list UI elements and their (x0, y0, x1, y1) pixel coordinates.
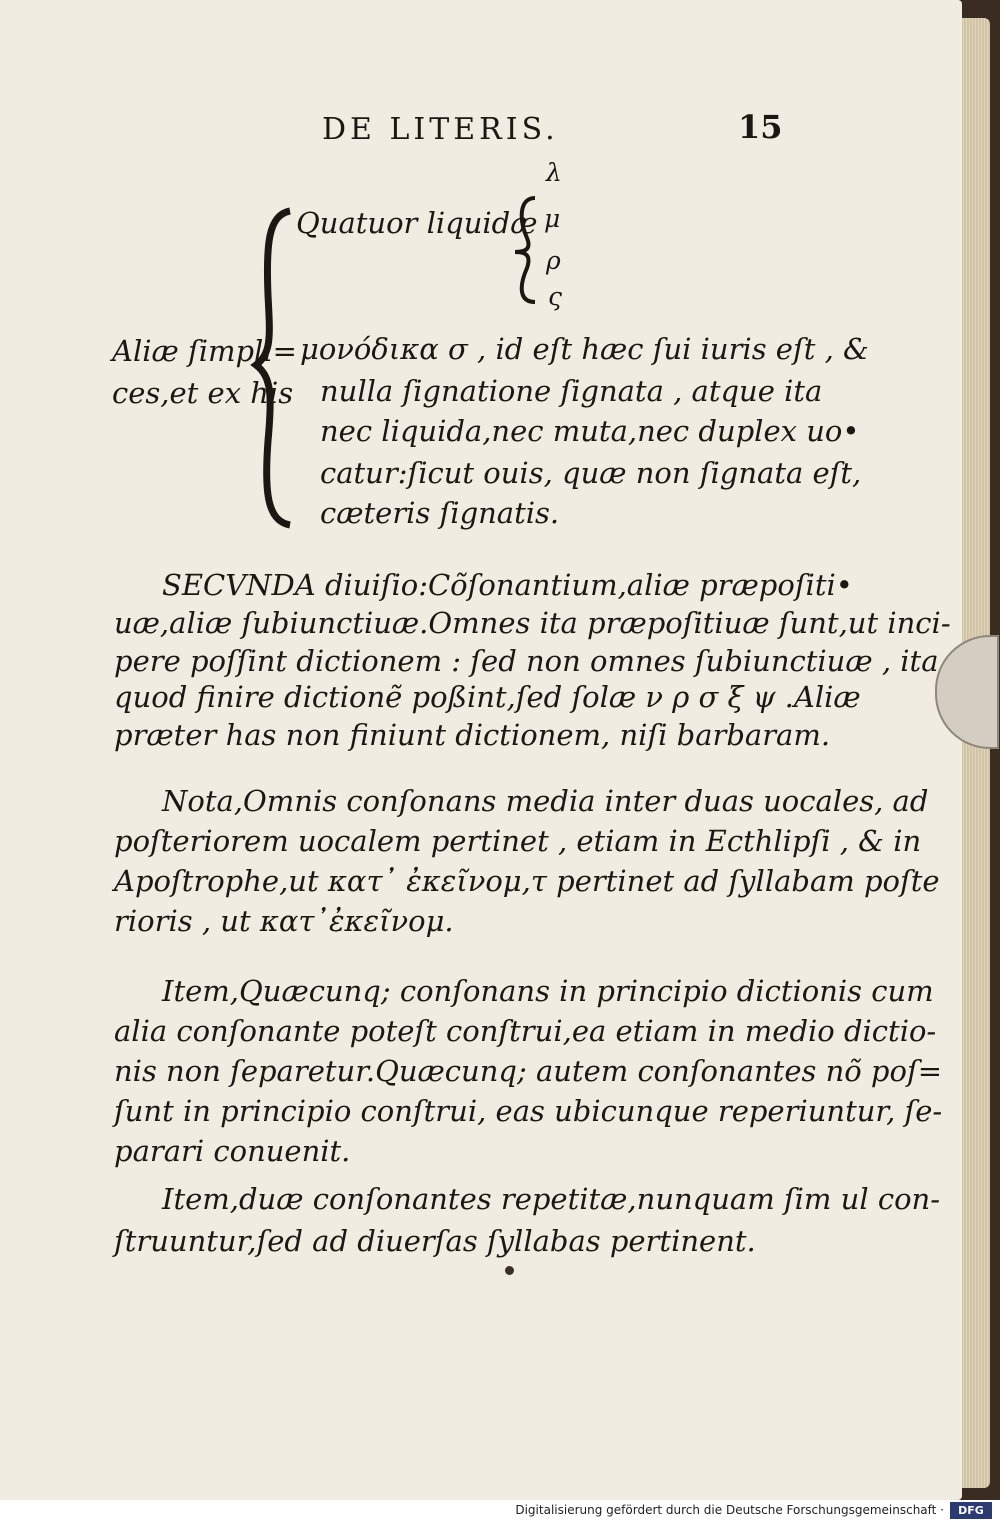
para1-line3: pere poſſint dictionem : ſed non omnes ſubiunctiuæ , ita (114, 644, 939, 678)
liquids-label: Quatuor liquidæ (296, 206, 538, 240)
funding-credit: Digitalisierung gefördert durch die Deutsche Forschungsgemeinschaft · (515, 1503, 944, 1517)
para3-line4: ſunt in principio conſtrui, eas ubicunque reperiuntur, ſe- (114, 1094, 943, 1128)
para3-line3: nis non ſeparetur.Quæcunq; autem conſonantes nõ poſ= (114, 1054, 942, 1088)
liquid-mu: μ (544, 204, 561, 233)
simple-right-1: μονόδικα σ , id eſt hæc ſui iuris eſt , & (300, 332, 869, 366)
para2-line2: poſteriorem uocalem pertinet , etiam in Ecthlipſi , & in (114, 824, 922, 858)
para2-line3: Apoſtrophe,ut κατ᾽ ἐκεῖνομ,τ pertinet ad ſyllabam poſte (114, 864, 940, 898)
para3-line1: Item,Quæcunq; conſonans in principio dictionis cum (162, 974, 934, 1008)
para1-line4: quod finire dictionẽ poßint,ſed ſolæ ν ρ σ ξ ψ .Aliæ (114, 680, 861, 714)
simple-right-3: nec liquida,nec muta,nec duplex uo• (320, 414, 860, 448)
simple-left-1: Aliæ ſimpli= (112, 334, 297, 368)
para2-line4: rioris , ut κατ᾽ἐκεῖνομ. (114, 904, 454, 938)
para1-line2: uæ,aliæ ſubiunctiuæ.Omnes ita præpoſitiuæ ſunt,ut inci- (114, 606, 951, 640)
running-header: DE LITERIS. (322, 112, 559, 147)
para4-line2: ſtruuntur,ſed ad diuerſas ſyllabas pertinent. (114, 1224, 756, 1258)
liquid-sigma: ς (548, 282, 563, 311)
para1-line1: SECVNDA diuiſio:Cõſonantium,aliæ præpoſiti• (162, 568, 853, 602)
simple-left-2: ces,et ex his (112, 376, 294, 410)
para3-line2: alia conſonante poteſt conſtrui,ea etiam in medio dictio- (114, 1014, 937, 1048)
para3-line5: parari conuenit. (114, 1134, 351, 1168)
liquid-rho: ρ (546, 246, 561, 275)
page-number: 15 (738, 108, 783, 146)
small-brace (505, 190, 545, 310)
liquid-lambda: λ (546, 158, 562, 187)
page-edges (962, 18, 990, 1488)
footer-bar (0, 1500, 1000, 1522)
simple-right-2: nulla ſignatione ſignata , atque ita (320, 374, 823, 408)
para4-line1: Item,duæ conſonantes repetitæ,nunquam ſim ul con- (162, 1182, 941, 1216)
para1-line5: præter has non finiunt dictionem, niſi barbaram. (114, 718, 831, 752)
ink-spot (505, 1266, 514, 1275)
para2-line1: Nota,Omnis conſonans media inter duas uocales, ad (162, 784, 929, 818)
simple-right-5: cæteris ſignatis. (320, 496, 560, 530)
dfg-logo: DFG (950, 1502, 992, 1519)
simple-right-4: catur:ſicut ouis, quæ non ſignata eſt, (320, 456, 862, 490)
